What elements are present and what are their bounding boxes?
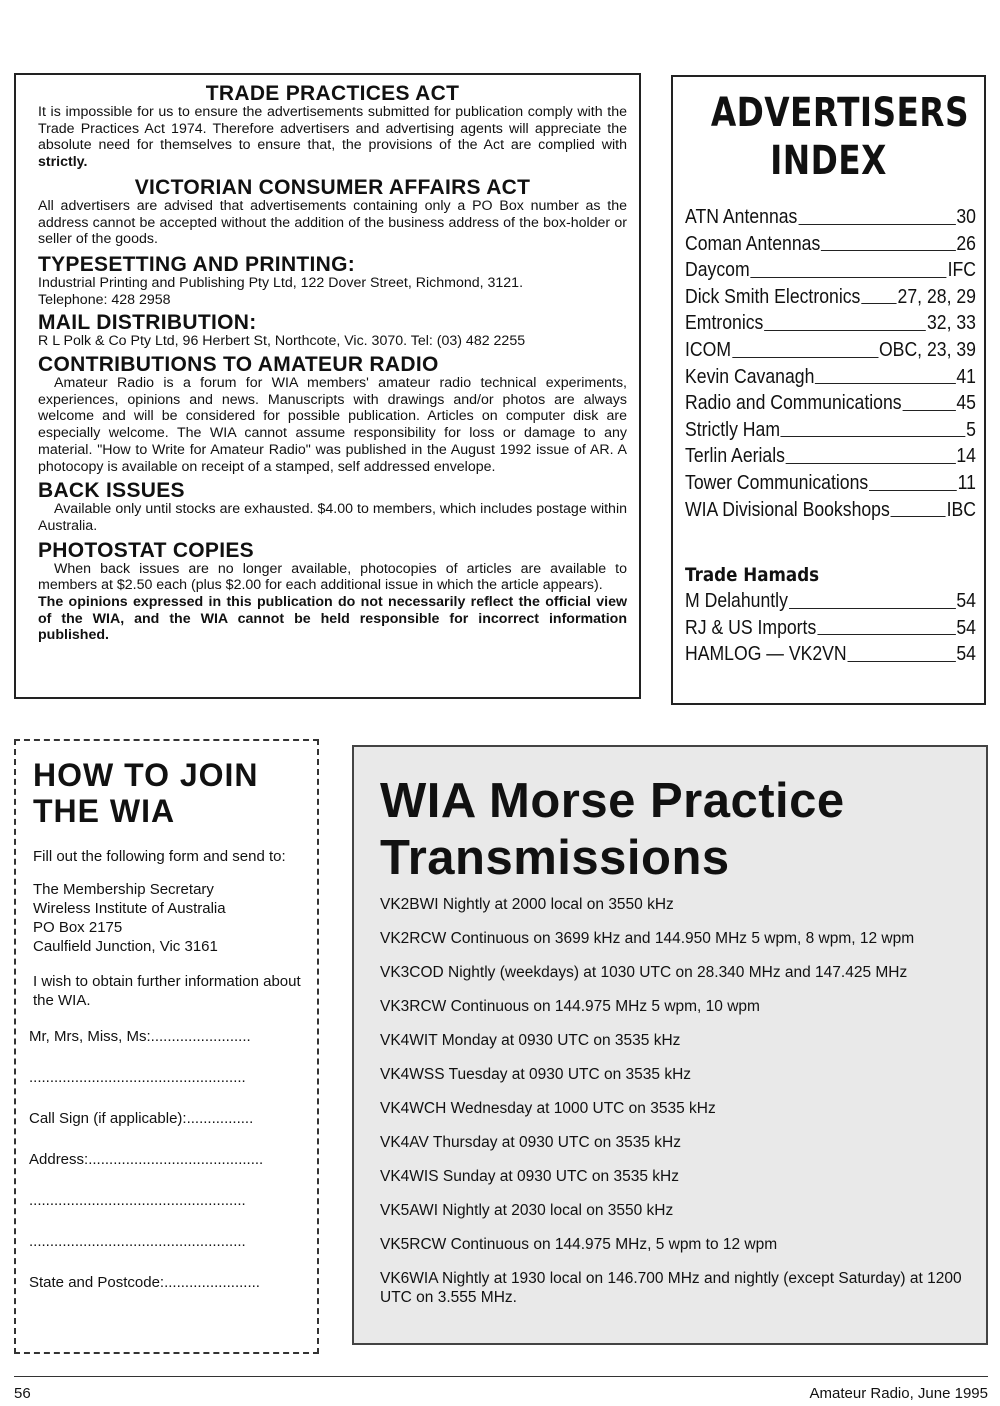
leader-line [891,516,946,517]
join-intro: Fill out the following form and send to: [33,848,286,865]
join-title: HOW TO JOIN THE WIA [33,757,259,829]
consumer-affairs-text: All advertisers are advised that advertisements containing only a PO Box number as the address cannot be accepted without the addition of the business address of the box-holder or seller of the goods. [38,197,627,248]
advertiser-page: IFC [947,258,976,282]
advertiser-row [685,231,976,258]
leader-line [817,634,955,635]
advertiser-name: Emtronics [685,311,764,335]
consumer-affairs-heading: VICTORIAN CONSUMER AFFAIRS ACT [134,175,531,199]
morse-schedule-item: VK4WCH Wednesday at 1000 UTC on 3535 kHz [380,1100,716,1117]
hamad-name: HAMLOG — VK2VN [685,642,847,666]
leader-line [798,224,955,225]
morse-schedule-item: VK4WSS Tuesday at 0930 UTC on 3535 kHz [380,1066,692,1083]
advertiser-page: 5 [966,417,976,441]
morse-schedule-item: VK3RCW Continuous on 144.975 MHz 5 wpm, 10 wpm [380,998,760,1015]
advertiser-page: 27, 28, 29 [897,284,976,308]
hamad-name: RJ & US Imports [685,615,817,639]
call-sign-field[interactable]: Call Sign (if applicable):................ [29,1110,254,1127]
leader-line [786,463,956,464]
advertiser-name: Tower Communications [685,470,869,494]
advertiser-row [685,337,976,364]
advertiser-row [685,204,976,231]
morse-schedule-item: VK6WIA Nightly at 1930 local on 146.700 MHz and nightly (except Saturday) at 1200 UTC on 3.555 MHz. [380,1270,962,1306]
leader-line [732,357,878,358]
mail-distribution-heading: MAIL DISTRIBUTION: [38,311,257,335]
advertiser-page: 45 [956,391,976,415]
advertiser-name: Daycom [685,258,750,282]
advertiser-name: Kevin Cavanagh [685,364,815,388]
leader-line [751,277,947,278]
hamad-page: 54 [956,615,976,639]
page-number: 56 [14,1385,31,1402]
trade-practices-text: It is impossible for us to ensure the advertisements submitted for publication comply with the Trade Practices Act 1974. Therefore advertisers and advertising agents will appreciate the absolute need for themselves to ensure that, the provisions of the Act are complied with strictly. [38,104,627,171]
advertiser-row [685,443,976,470]
advertiser-name: Terlin Aerials [685,444,785,468]
hamad-row [685,641,976,668]
advertisers-list [685,204,976,523]
advertiser-name: WIA Divisional Bookshops [685,497,890,521]
back-issues-text: Available only until stocks are exhausted. $4.00 to members, which includes postage within Australia. [38,501,627,534]
advertiser-page: 32, 33 [926,311,976,335]
mail-distribution-text: R L Polk & Co Pty Ltd, 96 Herbert St, Northcote, Vic. 3070. Tel: (03) 482 2255 [38,333,526,350]
advertiser-page: 11 [957,470,976,494]
advertiser-row [685,390,976,417]
advertiser-row [685,470,976,497]
trade-hamads-heading: Trade Hamads [685,564,820,587]
leader-line [902,410,955,411]
advertiser-name: Strictly Ham [685,417,781,441]
leader-line [764,330,926,331]
advertiser-name: Radio and Communications [685,391,902,415]
leader-line [789,608,956,609]
trade-practices-heading: TRADE PRACTICES ACT [205,82,460,105]
join-info-text: I wish to obtain further information about the WIA. [33,973,301,1009]
disclaimer-text: The opinions expressed in this publication do not necessarily reflect the official view of the WIA, and the WIA cannot be held responsible for incorrect information published. [38,594,627,644]
advertiser-page: 14 [956,444,976,468]
typesetting-text: Industrial Printing and Publishing Pty Ltd, 122 Dover Street, Richmond, 3121. [38,274,524,291]
leader-line [815,383,955,384]
morse-schedule-item: VK4AV Thursday at 0930 UTC on 3535 kHz [380,1134,681,1151]
morse-schedule-item: VK4WIS Sunday at 0930 UTC on 3535 kHz [380,1168,679,1185]
hamad-row [685,615,976,642]
address-field-line3[interactable]: .................................................... [29,1233,246,1250]
leader-line [781,436,965,437]
address-field[interactable]: Address:.......................................... [29,1151,264,1168]
morse-schedule-item: VK4WIT Monday at 0930 UTC on 3535 kHz [380,1032,681,1049]
morse-schedule-item: VK2BWI Nightly at 2000 local on 3550 kHz [380,896,674,913]
advertiser-name: ICOM [685,337,732,361]
advertiser-page: 41 [956,364,976,388]
advertiser-page: IBC [946,497,976,521]
typesetting-heading: TYPESETTING AND PRINTING: [38,252,356,276]
hamad-name: M Delahuntly [685,589,788,613]
state-postcode-field[interactable]: State and Postcode:....................... [29,1274,260,1291]
name-field-line2[interactable]: .................................................... [29,1069,246,1086]
morse-schedule-list [380,895,986,1307]
how-to-join-box [14,739,319,1354]
leader-line [861,303,896,304]
advertiser-row [685,284,976,311]
morse-schedule-item: VK5AWI Nightly at 2030 local on 3550 kHz [380,1202,674,1219]
advertiser-row [685,257,976,284]
advertiser-row [685,364,976,391]
advertiser-name: ATN Antennas [685,205,798,228]
leader-line [848,661,956,662]
advertiser-row [685,417,976,444]
hamad-page: 54 [956,589,976,613]
page-footer [14,1376,988,1402]
morse-schedule-item: VK2RCW Continuous on 3699 kHz and 144.950 MHz 5 wpm, 8 wpm, 12 wpm [380,930,915,947]
trade-hamads-list [685,588,976,668]
advertisers-title: ADVERTISERS INDEX [710,90,970,184]
morse-title: WIA Morse Practice Transmissions [380,774,845,885]
photostat-heading: PHOTOSTAT COPIES [38,538,254,562]
advertiser-page: 26 [956,231,976,255]
leader-line [821,250,955,251]
advertisers-index-box [671,75,986,705]
advertiser-name: Dick Smith Electronics [685,284,861,308]
address-field-line2[interactable]: .................................................... [29,1192,246,1209]
hamad-row [685,588,976,615]
morse-schedule-item: VK3COD Nightly (weekdays) at 1030 UTC on 28.340 MHz and 147.425 MHz [380,964,908,981]
contributions-heading: CONTRIBUTIONS TO AMATEUR RADIO [38,353,439,377]
publication-info: Amateur Radio, June 1995 [809,1385,988,1402]
advertiser-row [685,310,976,337]
hamad-page: 54 [956,642,976,666]
typesetting-phone: Telephone: 428 2958 [38,291,171,308]
leader-line [869,490,957,491]
trade-practices-box [14,73,641,699]
advertiser-row [685,497,976,524]
advertiser-page: 30 [956,205,976,228]
back-issues-heading: BACK ISSUES [38,479,185,503]
advertiser-page: OBC, 23, 39 [878,337,976,361]
membership-address: The Membership Secretary Wireless Institute of Australia PO Box 2175 Caulfield Junction, Vic 3161 [33,881,226,955]
morse-schedule-item: VK5RCW Continuous on 144.975 MHz, 5 wpm to 12 wpm [380,1236,778,1253]
name-field[interactable]: Mr, Mrs, Miss, Ms:........................ [29,1028,251,1045]
morse-practice-box [352,745,988,1345]
advertiser-name: Coman Antennas [685,231,821,255]
photostat-text: When back issues are no longer available, photocopies of articles are available to members at $2.50 each (plus $2.00 for each additional issue in which the article appears). [38,560,627,594]
contributions-text: Amateur Radio is a forum for WIA members' amateur radio technical experiments, experiences, opinions and news. Manuscripts with drawings and/or photos are always welcome and will be considered for possible publication. Articles on computer disk are especially welcome. The WIA cannot assume responsibility for loss or damage to any material. "How to Write for Amateur Radio" was published in the August 1992 issue of AR. A photocopy is available on receipt of a stamped, self addressed envelope. [38,375,627,475]
